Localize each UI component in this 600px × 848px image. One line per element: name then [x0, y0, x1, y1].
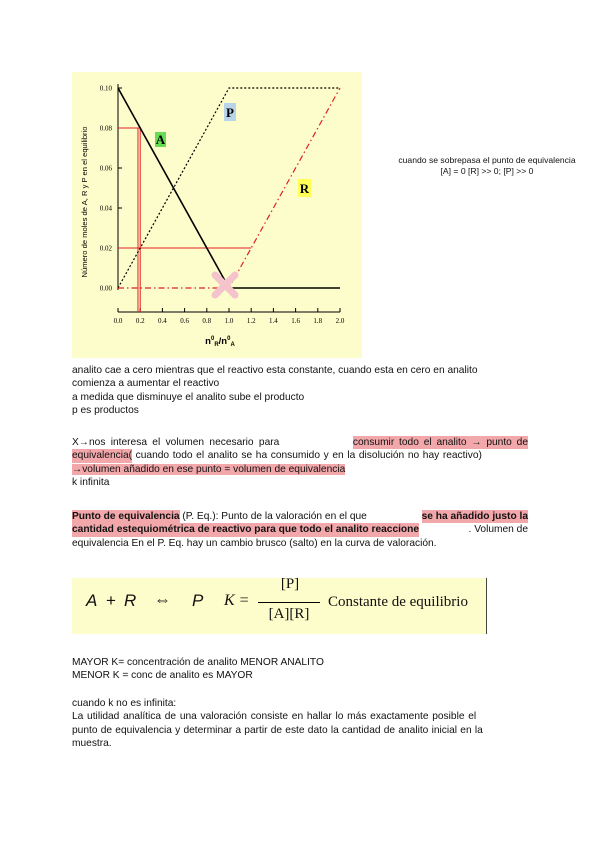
highlight-justo: se ha añadido justo la: [421, 511, 528, 522]
y-tick-label: 0.08: [99, 124, 112, 133]
x-tick-label: 1.4: [269, 317, 278, 325]
eq-caption: Constante de equilibrio: [328, 594, 468, 610]
paragraph-line: equivalencia En el P. Eq. hay un cambio brusco (salto) en la curva de valoración.: [72, 537, 437, 549]
x-tick-label: 0.0: [113, 317, 123, 325]
paragraph-line: [72, 449, 528, 462]
paragraph-mayor-k: [72, 656, 528, 683]
eq-reactant-a: A: [86, 591, 98, 610]
eq-product: P: [192, 591, 204, 610]
eq-denominator: [A][R]: [268, 606, 310, 622]
paragraph-punto-equivalencia: [72, 510, 528, 550]
equation-box: [72, 578, 487, 634]
x-tick-label: 0.2: [135, 317, 145, 325]
fraction-bar: [258, 602, 320, 603]
paragraph-analito: [72, 364, 528, 417]
label-A: A: [155, 132, 166, 147]
paragraph-line: cuando k no es infinita:: [72, 698, 177, 709]
paragraph-line: La utilidad analítica de una valoración consiste en hallar lo más exactamente posible el: [72, 711, 477, 723]
x-tick-label: 1.8: [313, 317, 323, 325]
side-note: [376, 155, 598, 177]
paragraph-line: MENOR K = conc de analito es MAYOR: [72, 670, 253, 682]
eq-plus: +: [106, 591, 116, 610]
text-group: [72, 510, 370, 523]
y-tick-label: 0.06: [99, 164, 112, 173]
y-tick-label: 0.00: [99, 284, 112, 293]
side-note-line-1: cuando se sobrepasa el punto de equivalencia: [398, 155, 576, 165]
side-note-line-2: [A] = 0 [R] >> 0; [P] >> 0: [440, 166, 534, 176]
y-tick-label: 0.10: [99, 84, 112, 93]
highlight-cantidad: cantidad estequiométrica de reactivo para que todo el analito reaccione: [72, 524, 420, 536]
x-tick-label: 1.2: [246, 317, 256, 325]
x-axis-label: $n^0_R/n^0_A$: [205, 336, 235, 348]
paragraph-line: p es productos: [72, 404, 139, 416]
text-run: (P. Eq.): Punto de la valoración en el que: [179, 511, 370, 522]
eq-numerator: [P]: [280, 576, 300, 592]
highlight-volumen: →volumen añadido en ese punto = volumen de equivalencia: [72, 463, 346, 475]
paragraph-line: [72, 463, 528, 476]
highlight-punto-equivalencia: Punto de equivalencia: [72, 511, 180, 522]
x-tick-label: 1.6: [291, 317, 300, 325]
paragraph-line: [72, 436, 528, 449]
equilibrium-arrow-icon: ⇔: [154, 590, 171, 609]
eq-k: K =: [224, 592, 250, 609]
y-axis-label: Número de moles de A, R y P en el equilibrio: [80, 126, 89, 278]
paragraph-line: [72, 510, 528, 523]
eq-reactant-r: R: [124, 591, 137, 610]
x-tick-label: 0.4: [158, 317, 167, 325]
y-tick-label: 0.04: [99, 204, 112, 213]
text-run: cuando todo el analito se ha consumido y en la disolución no hay reactivo): [132, 450, 482, 462]
paragraph-line: a medida que disminuye el analito sube el producto: [72, 391, 305, 403]
paragraph-line: analito cae a cero mientras que el reactivo esta constante, cuando esta en cero en analito: [72, 365, 478, 376]
x-tick-label: 2.0: [335, 317, 345, 325]
label-R: R: [299, 181, 310, 196]
text-run: X→nos interesa el volumen necesario para: [72, 437, 280, 448]
equilibrium-chart: [72, 72, 362, 358]
label-P: P: [226, 105, 234, 120]
y-tick-label: 0.02: [99, 244, 112, 253]
paragraph-line: [72, 523, 528, 536]
x-tick-label: 1.0: [224, 317, 234, 325]
chart-background: [72, 72, 362, 358]
highlight-consumir: consumir todo el analito → punto de: [352, 437, 528, 448]
x-tick-label: 0.6: [180, 317, 189, 325]
paragraph-line: muestra.: [72, 737, 112, 749]
highlight-equivalencia: equivalencia(: [72, 450, 133, 462]
paragraph-line: k infinita: [72, 476, 110, 488]
paragraph-line: punto de equivalencia y determinar a partir de este dato la cantidad de analito inicial en la: [72, 724, 483, 736]
paragraph-line: comienza a aumentar el reactivo: [72, 378, 220, 390]
paragraph-utilidad: [72, 697, 528, 750]
paragraph-volumen: [72, 436, 528, 489]
x-tick-label: 0.8: [202, 317, 212, 325]
paragraph-line: MAYOR K= concentración de analito MENOR ANALITO: [72, 657, 324, 668]
text-run: . Volumen de: [468, 524, 528, 536]
